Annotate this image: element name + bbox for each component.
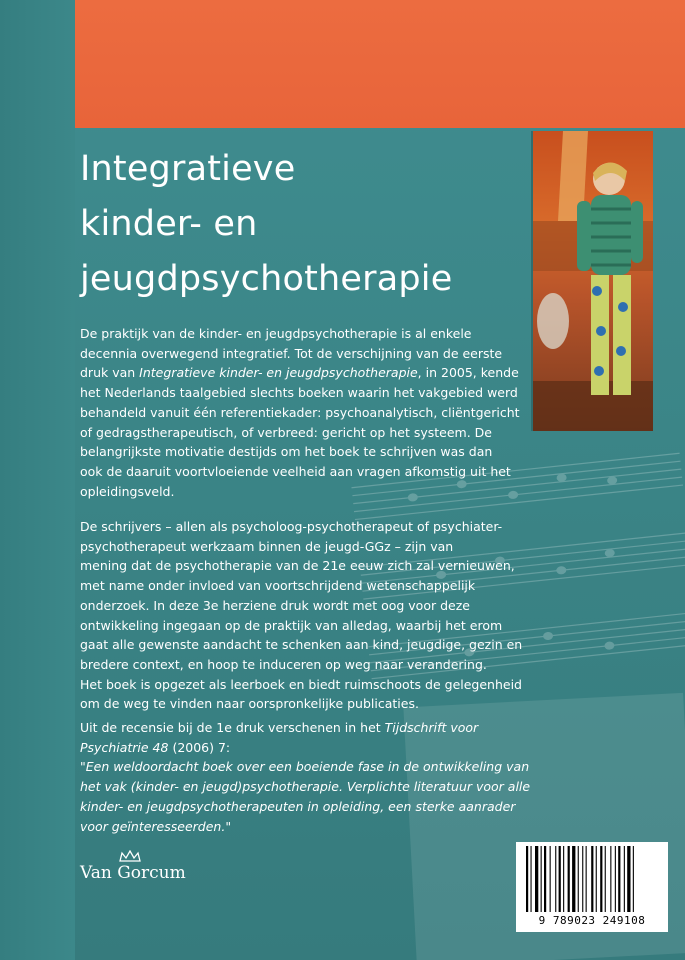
barcode-icon [522, 846, 662, 914]
text-segment: , in 2005, kende [417, 365, 519, 381]
title-line-1: Integratieve [80, 149, 296, 189]
barcode-bar [605, 846, 606, 912]
barcode-bar [559, 846, 561, 912]
barcode-bar [568, 846, 570, 912]
text-line [80, 363, 600, 383]
barcode-bar [578, 846, 579, 912]
left-strip [0, 0, 75, 960]
isbn-digits: 9 789023 249108 [538, 914, 646, 927]
description-paragraph-2 [80, 517, 600, 714]
text-line: psychotherapeut werkzaam binnen de jeugd-GGz – zijn van [80, 538, 454, 554]
barcode-bar [610, 846, 611, 912]
barcode-bar [618, 846, 620, 912]
barcode-bar [526, 846, 528, 912]
text-line: decennia overwegend integratief. Tot de verschijning van de eerste [80, 345, 503, 361]
barcode-bar [586, 846, 587, 912]
title-line-2: kinder- en [80, 204, 258, 244]
text-line: belangrijkste motivatie destijds om het boek te schrijven was dan [80, 444, 493, 460]
quote-line: "Een weldoordacht boek over een boeiende fase in de ontwikkeling van [80, 759, 530, 775]
text-line: of gedragstherapeutisch, of verbreed: gericht op het systeem. De [80, 424, 492, 440]
barcode-bar [550, 846, 551, 912]
publisher-logo [80, 860, 230, 886]
journal-name-italic: Tijdschrift voor [384, 720, 479, 735]
publisher-name: Van Gorcum [80, 863, 186, 883]
text-line [80, 738, 600, 758]
barcode-bar [633, 846, 634, 912]
text-line: gaat alle gewenste aandacht te schenken aan kind, jeugdige, gezin en [80, 637, 523, 653]
text-line: om de weg te vinden naar oorspronkelijke publicaties. [80, 696, 419, 712]
review-quote [80, 718, 600, 836]
barcode-bar [627, 846, 630, 912]
top-orange-band [75, 0, 685, 128]
quote-line: kinder- en jeugdpsychotherapeuten in opleiding, een sterke aanrader [80, 798, 516, 814]
text-line: behandeld vanuit één referentiekader: psychoanalytisch, cliëntgericht [80, 404, 520, 420]
text-line: ontwikkeling ingegaan op de praktijk van alledag, waarbij het erom [80, 617, 503, 633]
text-line: bredere context, en hoop te induceren op weg naar verandering. [80, 656, 487, 672]
journal-name-italic: Psychiatrie 48 [80, 739, 169, 755]
barcode-bar [541, 846, 542, 912]
text-line: De praktijk van de kinder- en jeugdpsychotherapie is al enkele [80, 326, 472, 341]
crown-icon [118, 850, 142, 862]
quote-line: voor geïnteresseerden." [80, 818, 232, 834]
text-line: De schrijvers – allen als psycholoog-psychotherapeut of psychiater- [80, 519, 503, 534]
barcode-bar [531, 846, 532, 912]
barcode-bar [582, 846, 583, 912]
text-segment: druk van [80, 365, 140, 381]
barcode-bar [544, 846, 546, 912]
title-line-3: jeugdpsychotherapie [80, 259, 453, 299]
quote-line: het vak (kinder- en jeugd)psychotherapie. Verplichte literatuur voor alle [80, 779, 531, 795]
barcode-bar [563, 846, 564, 912]
barcode-bar [555, 846, 556, 912]
text-line: opleidingsveld. [80, 483, 175, 499]
text-line: ook de daaruit voortvloeiende veelheid aan vragen afkomstig uit het [80, 463, 511, 479]
barcode-bar [591, 846, 593, 912]
text-line: mening dat de psychotherapie van de 21e eeuw zich zal vernieuwen, [80, 558, 515, 574]
text-segment: (2006) 7: [168, 739, 231, 755]
barcode-bar [615, 846, 616, 912]
barcode-bar [572, 846, 575, 912]
text-line [80, 718, 600, 738]
text-line: Het boek is opgezet als leerboek en biedt ruimschoots de gelegenheid [80, 676, 522, 692]
barcode-bar [535, 846, 538, 912]
book-title-italic: Integratieve kinder- en jeugdpsychotherapie [139, 365, 418, 381]
barcode-bar [600, 846, 602, 912]
book-title [80, 142, 520, 307]
barcode-bar [624, 846, 625, 912]
isbn-barcode [516, 842, 668, 932]
text-segment: Uit de recensie bij de 1e druk verschenen in het [80, 720, 385, 735]
description-paragraph-1 [80, 324, 600, 501]
text-line: het Nederlands taalgebied slechts boeken waarin het vakgebied werd [80, 385, 518, 401]
text-line: met name onder invloed van voortschrijdend wetenschappelijk [80, 578, 476, 594]
barcode-bar [596, 846, 597, 912]
text-line: onderzoek. In deze 3e herziene druk wordt met oog voor deze [80, 597, 470, 613]
